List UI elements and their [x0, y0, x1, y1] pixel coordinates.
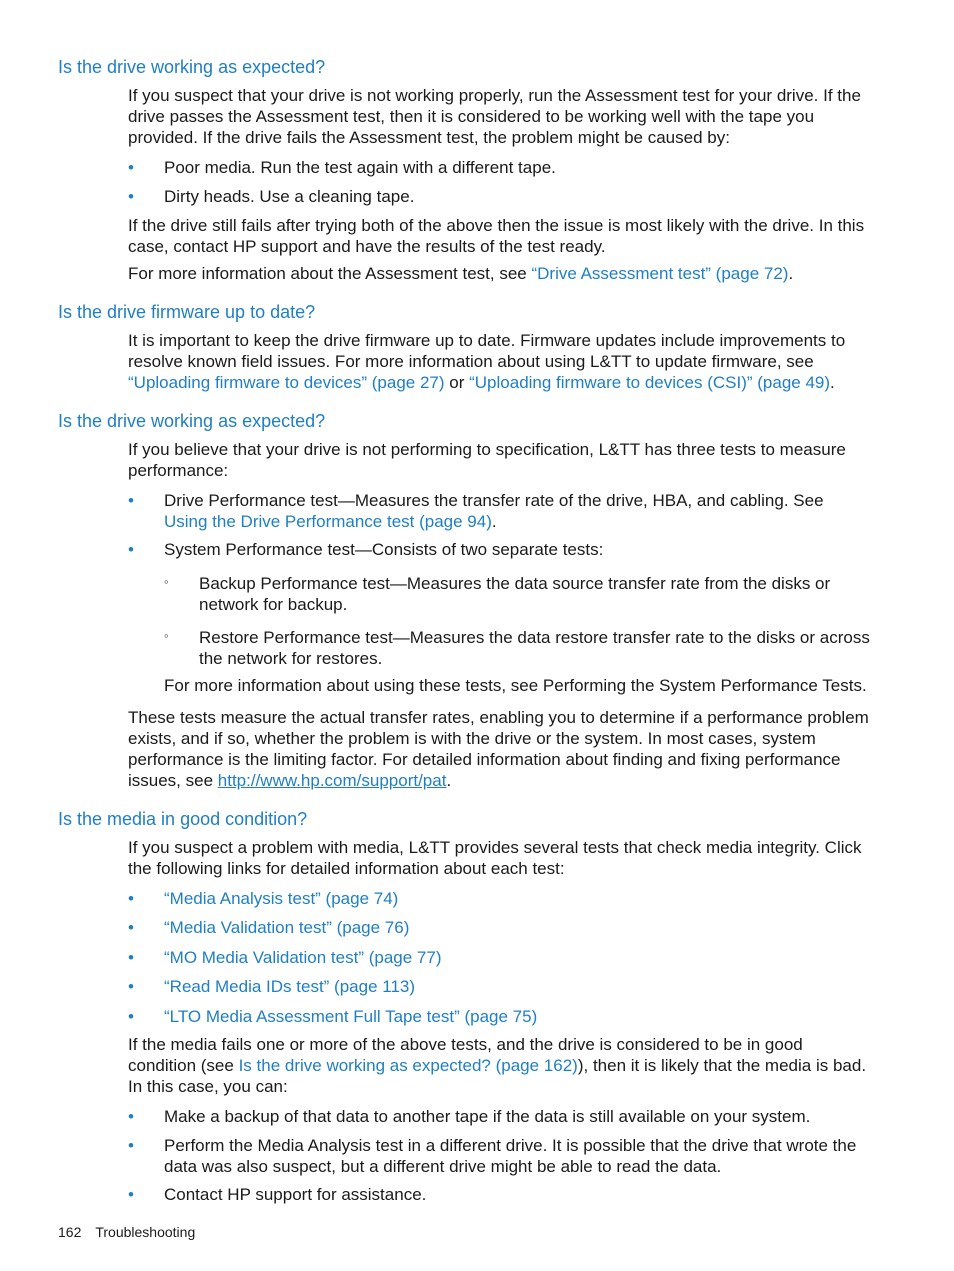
paragraph	[128, 707, 870, 791]
paragraph: If you suspect that your drive is not working properly, run the Assessment test for your drive. If the drive passes the Assessment test, then it is considered to be working well with the tape you provided. If the drive fails the Assessment test, the problem might be caused by:	[128, 86, 861, 147]
uploading-firmware-csi-link[interactable]: “Uploading firmware to devices (CSI)” (page 49)	[469, 373, 831, 392]
bullet-icon: •	[128, 948, 134, 967]
punctuation: .	[830, 373, 835, 392]
section-heading-performance: Is the drive working as expected?	[58, 411, 326, 431]
list-item-text: Dirty heads. Use a cleaning tape.	[164, 187, 415, 206]
paragraph-text: If the media fails one or more of the above tests, and the drive is considered to be in good condition (see	[128, 1035, 803, 1075]
bullet-icon: •	[128, 1107, 134, 1126]
paragraph	[128, 263, 870, 284]
bullet-icon: •	[128, 491, 134, 510]
mo-media-validation-link[interactable]: “MO Media Validation test” (page 77)	[164, 948, 442, 967]
list-item-text-body: Drive Performance test—Measures the transfer rate of the drive, HBA, and cabling. See	[164, 491, 824, 510]
paragraph	[128, 1034, 870, 1097]
bullet-icon: •	[128, 540, 134, 559]
bullet-icon: •	[128, 918, 134, 937]
list-item-text: Make a backup of that data to another tape if the data is still available on your system.	[164, 1107, 811, 1126]
media-validation-link[interactable]: “Media Validation test” (page 76)	[164, 918, 410, 937]
page-footer	[58, 1223, 195, 1241]
lto-media-assessment-link[interactable]: “LTO Media Assessment Full Tape test” (page 75)	[164, 1007, 538, 1026]
bullet-icon: •	[128, 187, 134, 206]
bullet-icon: •	[128, 889, 134, 908]
paragraph-text: or	[444, 373, 470, 392]
uploading-firmware-link[interactable]: “Uploading firmware to devices” (page 27)	[128, 373, 445, 392]
drive-performance-link[interactable]: Using the Drive Performance test (page 94)	[164, 512, 492, 531]
sub-bullet-icon: ◦	[164, 628, 169, 643]
paragraph	[128, 372, 870, 393]
punctuation: .	[788, 264, 794, 283]
list-item-text: System Performance test—Consists of two separate tests:	[164, 540, 604, 559]
read-media-ids-link[interactable]: “Read Media IDs test” (page 113)	[164, 977, 416, 996]
bullet-icon: •	[128, 1136, 134, 1155]
drive-working-link[interactable]: Is the drive working as expected? (page 162)	[238, 1056, 578, 1075]
paragraph-text: These tests measure the actual transfer rates, enabling you to determine if a performance problem exists, and if so, whether the problem is with the drive or the system. In most cases, system performance is the limiting factor. For detailed information about finding and fixing performance issues, see	[128, 708, 869, 790]
paragraph-text: For more information about the Assessment test, see	[128, 264, 532, 283]
section-heading-drive-working: Is the drive working as expected?	[58, 57, 326, 77]
punctuation: .	[446, 771, 452, 790]
bullet-icon: •	[128, 977, 134, 996]
paragraph: If you suspect a problem with media, L&TT provides several tests that check media integrity. Click the following links for detailed information about each test:	[128, 838, 862, 878]
paragraph: It is important to keep the drive firmware up to date. Firmware updates include improvements to resolve known field issues. For more information about using L&TT to update firmware, see	[128, 331, 846, 371]
footer-section-title: Troubleshooting	[95, 1224, 196, 1240]
sub-list-item-text: Backup Performance test—Measures the data source transfer rate from the disks or network for backup.	[199, 574, 831, 614]
drive-assessment-link[interactable]: “Drive Assessment test” (page 72)	[531, 264, 789, 283]
bullet-icon: •	[128, 158, 134, 177]
paragraph: If the drive still fails after trying both of the above then the issue is most likely with the drive. In this case, contact HP support and have the results of the test ready.	[128, 216, 865, 256]
bullet-icon: •	[128, 1185, 134, 1204]
media-analysis-link[interactable]: “Media Analysis test” (page 74)	[164, 889, 399, 908]
hp-support-url-link[interactable]: http://www.hp.com/support/pat	[217, 771, 447, 790]
section-heading-firmware: Is the drive firmware up to date?	[58, 302, 316, 322]
punctuation: .	[491, 512, 497, 531]
list-item-text: Perform the Media Analysis test in a different drive. It is possible that the drive that wrote the data was also suspect, but a different drive might be able to read the data.	[164, 1136, 857, 1176]
list-item-text: Contact HP support for assistance.	[164, 1185, 427, 1204]
page-number: 162	[58, 1224, 82, 1240]
sub-bullet-icon: ◦	[164, 574, 169, 589]
bullet-icon: •	[128, 1007, 134, 1026]
list-item-text	[164, 490, 870, 532]
sub-list-item-text: Restore Performance test—Measures the data restore transfer rate to the disks or across the network for restores.	[199, 628, 870, 668]
paragraph-text: ), then it is likely that the media is bad. In this case, you can:	[128, 1056, 867, 1096]
paragraph: For more information about using these tests, see Performing the System Performance Tests.	[164, 676, 867, 695]
list-item-text: Poor media. Run the test again with a different tape.	[164, 158, 556, 177]
paragraph: If you believe that your drive is not performing to specification, L&TT has three tests to measure performance:	[128, 440, 846, 480]
section-heading-media: Is the media in good condition?	[58, 809, 308, 829]
